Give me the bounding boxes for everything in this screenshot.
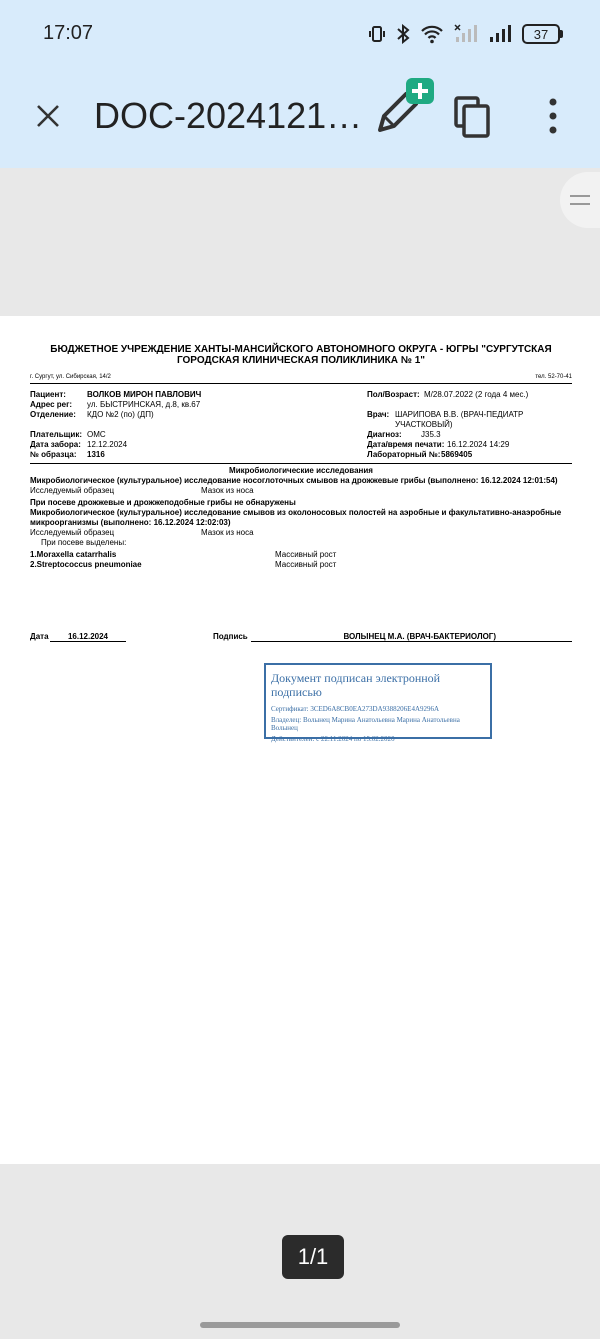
study2-title: Микробиологическое (культуральное) исследование смывов из околоносовых полостей на аэробные и факультативно-анаэробные микроорганизмы (выполнено: 16.12.2024 12:02:03) (30, 508, 562, 527)
edit-button[interactable] (372, 78, 436, 136)
address-row (30, 374, 572, 384)
doctor-label: Врач: (367, 410, 390, 419)
department-row (30, 410, 572, 430)
diagnosis-label: Диагноз: (367, 430, 402, 439)
print-date-label: Дата/время печати: (367, 440, 445, 449)
isolated-row (30, 538, 572, 548)
signal-weak-icon (454, 24, 478, 44)
section-title: Микробиологические исследования (30, 463, 572, 476)
doctor-value: ШАРИПОВА В.В. (ВРАЧ-ПЕДИАТР (395, 410, 524, 419)
collect-date-label: Дата забора: (30, 440, 81, 449)
viewer-background (0, 168, 600, 316)
department-value: КДО №2 (по) (ДП) (87, 410, 154, 419)
document-page (0, 316, 600, 1164)
clinic-address: г. Сургут, ул. Сибирская, 14/2 (30, 374, 111, 380)
signal-strong-icon (488, 24, 512, 44)
e-signature-certificate: Сертификат: 3CED6A8CB0EA273DA9388206E4A9296A (271, 705, 440, 713)
isolated-label: При посеве выделены: (41, 538, 127, 547)
signature-value: ВОЛЫНЕЦ М.А. (ВРАЧ-БАКТЕРИОЛОГ) (251, 632, 572, 642)
e-signature-stamp (264, 663, 492, 743)
collect-date-row (30, 440, 572, 450)
specimen-row (30, 486, 572, 496)
sample-label: № образца: (30, 450, 77, 459)
sample-row (30, 450, 572, 460)
payer-value: ОМС (87, 430, 106, 439)
page-indicator: 1/1 (282, 1235, 344, 1279)
close-button[interactable] (28, 96, 68, 136)
address-reg-value: ул. БЫСТРИНСКАЯ, д.8, кв.67 (87, 400, 201, 409)
department-label: Отделение: (30, 410, 76, 419)
status-time: 17:07 (43, 22, 94, 44)
sample-value: 1316 (87, 450, 105, 459)
specimen2-row (30, 528, 572, 538)
e-signature-owner: Владелец: Волынец Марина Анатольевна Марина Анатольевна Волынец (271, 716, 460, 732)
sex-age-value: М/28.07.2022 (2 года 4 мес.) (424, 390, 529, 399)
date-label: Дата (30, 632, 49, 641)
app-header (0, 0, 600, 168)
organism-name: 2.Streptococcus pneumoniae (30, 560, 142, 569)
organism-row (30, 560, 572, 570)
date-value: 16.12.2024 (50, 632, 126, 642)
e-signature-valid: Действителен: с 22.11.2024 по 15.02.2026 (271, 735, 395, 743)
copy-icon (452, 94, 492, 138)
study1-result: При посеве дрожжевые и дрожжеподобные грибы не обнаружены (30, 498, 296, 507)
payer-row (30, 430, 572, 440)
lab-no-value: 5869405 (441, 450, 473, 459)
organism-growth: Массивный рост (275, 550, 337, 559)
patient-value: ВОЛКОВ МИРОН ПАВЛОВИЧ (87, 390, 202, 399)
organism-growth: Массивный рост (275, 560, 337, 569)
print-date-value: 16.12.2024 14:29 (447, 440, 510, 449)
vibrate-icon (368, 25, 386, 43)
sex-age-label: Пол/Возраст: (367, 390, 420, 399)
more-options-button[interactable] (540, 96, 566, 136)
signature-row (30, 632, 572, 644)
document-content (30, 344, 572, 570)
address-reg-row (30, 400, 572, 410)
gesture-home-bar[interactable] (200, 1322, 400, 1328)
status-icons (368, 22, 560, 46)
document-title: DOC-2024121… (94, 95, 363, 136)
lab-no-label: Лабораторный №: (367, 450, 441, 459)
document-header-title: БЮДЖЕТНОЕ УЧРЕЖДЕНИЕ ХАНТЫ-МАНСИЙСКОГО АВТОНОМНОГО ОКРУГА - ЮГРЫ "СУРГУТСКАЯ ГОРОДСКАЯ КЛИНИЧЕСКАЯ ПОЛИКЛИНИКА № 1" (50, 344, 552, 366)
edit-pencil-plus-icon (372, 78, 436, 136)
organism-row (30, 550, 572, 560)
study1-title: Микробиологическое (культуральное) исследование носоглоточных смывов на дрожжевые грибы (выполнено: 16.12.2024 12:01:54) (30, 476, 558, 485)
wifi-icon (420, 24, 444, 44)
diagnosis-value: J35.3 (421, 430, 441, 439)
close-icon (35, 103, 61, 129)
clinic-phone: тел. 52-70-41 (535, 374, 572, 380)
address-reg-label: Адрес рег: (30, 400, 73, 409)
battery-indicator: 37 (522, 24, 560, 44)
patient-label: Пациент: (30, 390, 66, 399)
copy-button[interactable] (452, 94, 492, 138)
signature-label: Подпись (213, 632, 248, 641)
specimen2-label: Исследуемый образец (30, 528, 115, 537)
doctor-value-cont: УЧАСТКОВЫЙ) (395, 420, 453, 429)
collect-date-value: 12.12.2024 (87, 440, 128, 449)
bluetooth-icon (396, 24, 410, 44)
patient-row (30, 390, 572, 400)
specimen-label: Исследуемый образец (30, 486, 115, 495)
payer-label: Плательщик: (30, 430, 82, 439)
more-vertical-icon (540, 96, 566, 136)
e-signature-heading: Документ подписан электронной подписью (271, 671, 441, 699)
organism-name: 1.Moraxella catarrhalis (30, 550, 117, 559)
specimen-value: Мазок из носа (201, 486, 254, 495)
specimen2-value: Мазок из носа (201, 528, 254, 537)
